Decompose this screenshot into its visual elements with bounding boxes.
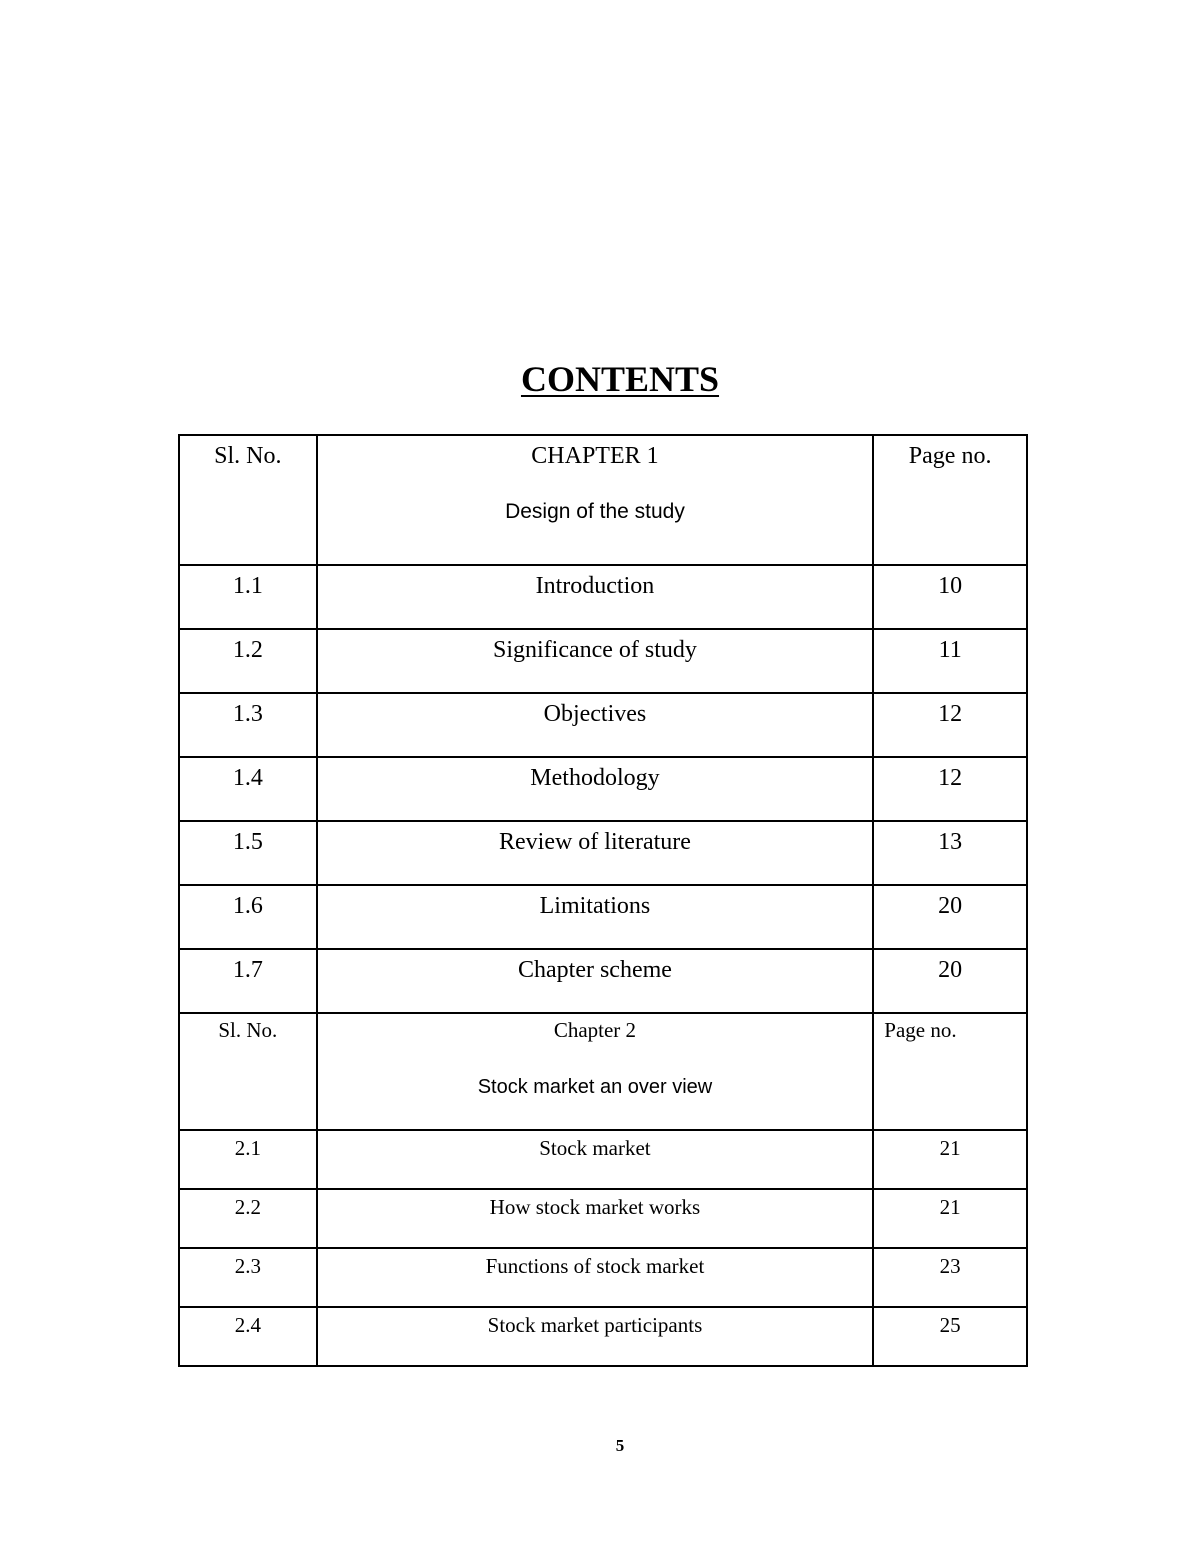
section-number: 1.4	[179, 757, 317, 821]
section-title: How stock market works	[317, 1189, 874, 1248]
section-page: 23	[873, 1248, 1027, 1307]
chapter-title: Stock market an over view	[477, 1076, 713, 1098]
sl-no-header: Sl. No.	[179, 1013, 317, 1130]
page-title: CONTENTS	[520, 359, 720, 399]
chapter-header-row	[179, 435, 1027, 565]
table-row	[179, 757, 1027, 821]
section-title: Introduction	[317, 565, 874, 629]
section-page: 20	[873, 949, 1027, 1013]
section-number: 1.5	[179, 821, 317, 885]
section-page: 21	[873, 1130, 1027, 1189]
section-number: 1.3	[179, 693, 317, 757]
section-title: Chapter scheme	[317, 949, 874, 1013]
table-row	[179, 1248, 1027, 1307]
section-title: Significance of study	[317, 629, 874, 693]
section-page: 20	[873, 885, 1027, 949]
section-number: 1.1	[179, 565, 317, 629]
section-page: 10	[873, 565, 1027, 629]
section-title: Stock market	[317, 1130, 874, 1189]
section-title: Functions of stock market	[317, 1248, 874, 1307]
table-row	[179, 1307, 1027, 1366]
chapter-heading-cell	[317, 435, 874, 565]
chapter-heading-cell	[317, 1013, 874, 1130]
section-title: Stock market participants	[317, 1307, 874, 1366]
table-row	[179, 1189, 1027, 1248]
section-page: 12	[873, 693, 1027, 757]
section-number: 2.1	[179, 1130, 317, 1189]
chapter-label: CHAPTER 1	[531, 443, 659, 469]
section-number: 2.2	[179, 1189, 317, 1248]
section-title: Limitations	[317, 885, 874, 949]
section-page: 12	[873, 757, 1027, 821]
section-title: Methodology	[317, 757, 874, 821]
page-no-header: Page no.	[873, 1013, 1027, 1130]
section-title: Review of literature	[317, 821, 874, 885]
section-number: 1.6	[179, 885, 317, 949]
section-page: 13	[873, 821, 1027, 885]
section-page: 11	[873, 629, 1027, 693]
contents-table	[178, 434, 1028, 1367]
table-row	[179, 629, 1027, 693]
section-number: 2.3	[179, 1248, 317, 1307]
chapter-label: Chapter 2	[553, 1018, 637, 1042]
table-row	[179, 693, 1027, 757]
chapter-title: Design of the study	[505, 500, 685, 523]
table-row	[179, 821, 1027, 885]
page-no-header: Page no.	[873, 435, 1027, 565]
page-number: 5	[615, 1436, 625, 1455]
section-number: 2.4	[179, 1307, 317, 1366]
section-number: 1.7	[179, 949, 317, 1013]
table-row	[179, 949, 1027, 1013]
chapter-header-row	[179, 1013, 1027, 1130]
table-row	[179, 565, 1027, 629]
table-row	[179, 885, 1027, 949]
section-page: 25	[873, 1307, 1027, 1366]
sl-no-header: Sl. No.	[179, 435, 317, 565]
table-row	[179, 1130, 1027, 1189]
section-page: 21	[873, 1189, 1027, 1248]
section-title: Objectives	[317, 693, 874, 757]
section-number: 1.2	[179, 629, 317, 693]
